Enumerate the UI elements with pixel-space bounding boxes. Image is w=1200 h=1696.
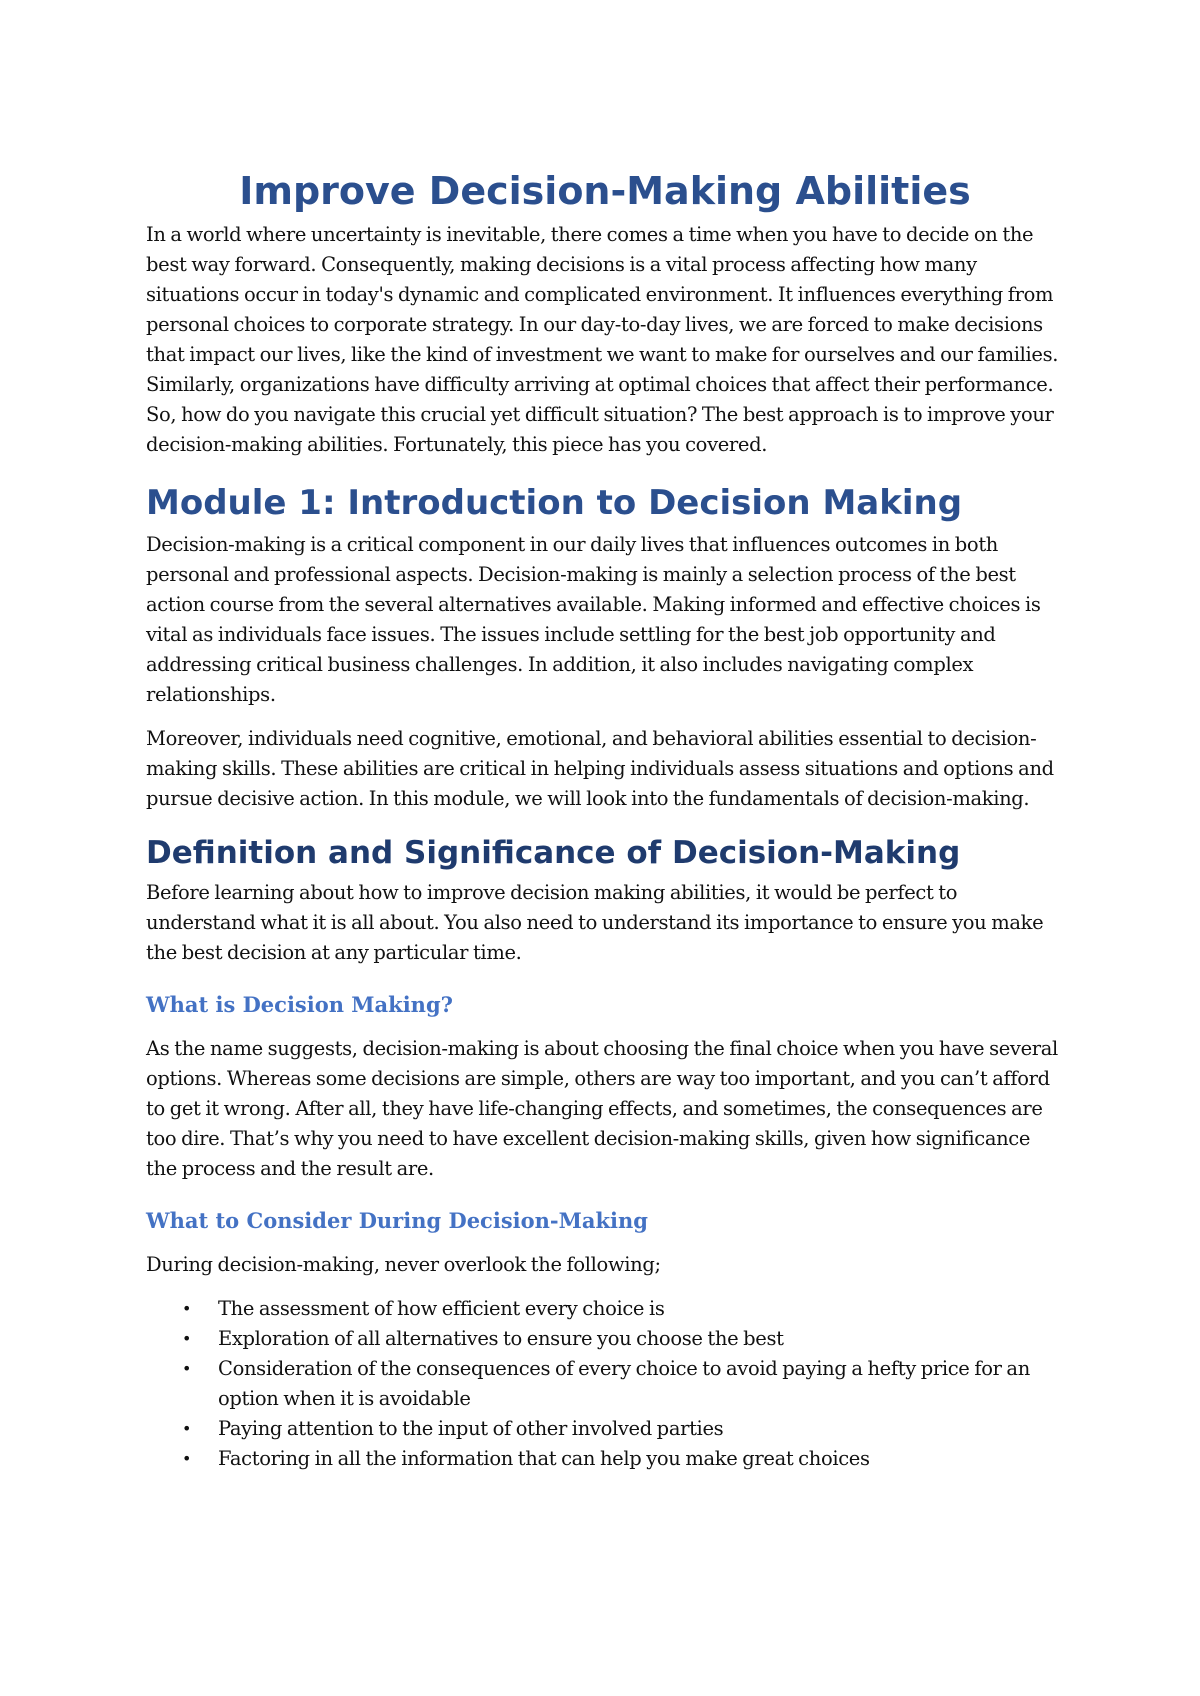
definition-paragraph: Before learning about how to improve decision making abilities, it would be perfect to understand what it is all about. You also need to understand its importance to ensure you make the best decision at any particular time. [146, 881, 1044, 964]
module-1-paragraph-2: Moreover, individuals need cognitive, emotional, and behavioral abilities essential to decision-making skills. These abilities are critical in helping individuals assess situations and options and pursue decisive action. In this module, we will look into the fundamentals of decision-making. [146, 727, 1054, 810]
list-item [146, 1324, 1064, 1354]
bullet-icon: • [182, 1299, 192, 1318]
document-body [146, 168, 1064, 1474]
list-item [146, 1414, 1064, 1444]
list-item-text: The assessment of how efficient every choice is [218, 1297, 665, 1320]
consider-heading: What to Consider During Decision-Making [146, 1208, 648, 1233]
list-item [146, 1444, 1064, 1474]
module-1-paragraph-1: Decision-making is a critical component in our daily lives that influences outcomes in both personal and professional aspects. Decision-making is mainly a selection process of the best action course from the several alternatives available. Making informed and effective choices is vital as individuals face issues. The issues include settling for the best job opportunity and addressing critical business challenges. In addition, it also includes navigating complex relationships. [146, 533, 1041, 706]
definition-heading: Definition and Significance of Decision-Making [146, 835, 961, 871]
what-is-paragraph: As the name suggests, decision-making is about choosing the final choice when you have several options. Whereas some decisions are simple, others are way too important, and you can’t afford to get it wrong. After all, they have life-changing effects, and sometimes, the consequences are too dire. That’s why you need to have excellent decision-making skills, given how significance the process and the result are. [146, 1037, 1058, 1180]
consider-list [146, 1294, 1064, 1474]
list-item [146, 1354, 1064, 1414]
intro-paragraph: In a world where uncertainty is inevitable, there comes a time when you have to decide on the best way forward. Consequently, making decisions is a vital process affecting how many situations occur in today's dynamic and complicated environment. It influences everything from personal choices to corporate strategy. In our day-to-day lives, we are forced to make decisions that impact our lives, like the kind of investment we want to make for ourselves and our families. Similarly, organizations have difficulty arriving at optimal choices that affect their performance. So, how do you navigate this crucial yet difficult situation? The best approach is to improve your decision-making abilities. Fortunately, this piece has you covered. [146, 223, 1059, 456]
list-item-text: Exploration of all alternatives to ensure you choose the best [218, 1327, 784, 1350]
list-item-text: Paying attention to the input of other involved parties [218, 1417, 724, 1440]
list-item [146, 1294, 1064, 1324]
module-1-heading: Module 1: Introduction to Decision Making [146, 483, 963, 523]
what-is-heading: What is Decision Making? [146, 992, 453, 1017]
bullet-icon: • [182, 1449, 192, 1468]
list-item-text: Factoring in all the information that can help you make great choices [218, 1447, 870, 1470]
document-title: Improve Decision-Making Abilities [239, 169, 971, 213]
list-item-text: Consideration of the consequences of every choice to avoid paying a hefty price for an option when it is avoidable [218, 1357, 1030, 1410]
bullet-icon: • [182, 1359, 192, 1378]
bullet-icon: • [182, 1419, 192, 1438]
bullet-icon: • [182, 1329, 192, 1348]
consider-lead: During decision-making, never overlook the following; [146, 1253, 661, 1276]
